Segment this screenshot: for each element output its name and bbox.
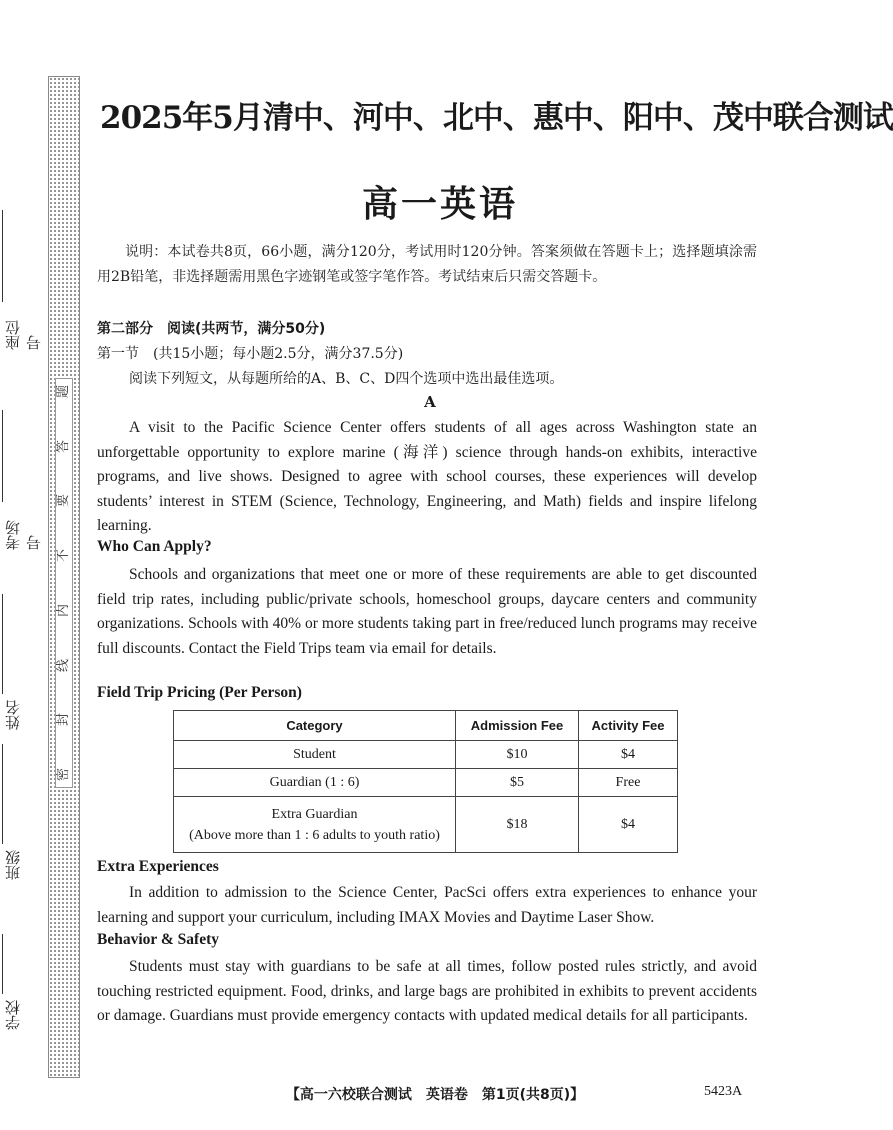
table-row xyxy=(174,741,678,769)
seal-char: 要 xyxy=(56,494,72,508)
seat-number-label: 座位号 xyxy=(4,320,43,350)
who-can-apply-text: Schools and organizations that meet one or more of these requirements are able to get discounted field trip rates, including public/private schools, homeschool groups, daycare centers and community organizations. Schools with 40% or more students taking part in free/reduced lunch programs may receive full discounts. Contact the Field Trips team via email for details. xyxy=(97,566,757,657)
category-name: Extra Guardian xyxy=(271,806,358,822)
class-field xyxy=(2,740,38,880)
extra-experiences-text: In addition to admission to the Science Center, PacSci offers extra experiences to enhance your learning and support your curriculum, including IMAX Movies and Daytime Laser Show. xyxy=(97,884,757,926)
seal-char: 内 xyxy=(56,603,72,617)
category-cell: Student xyxy=(174,741,456,769)
table-row xyxy=(174,769,678,797)
exam-instructions: 说明：本试卷共8页，66小题，满分120分，考试用时120分钟。答案须做在答题卡上；选择题填涂需用2B铅笔，非选择题需用黑色字迹钢笔或签字笔作答。考试结束后只需交答题卡。 xyxy=(97,244,757,285)
school-label: 学校 xyxy=(4,1000,22,1030)
exam-title: 2025年5月清中、河中、北中、惠中、阳中、茂中联合测试 xyxy=(100,100,893,136)
column-header: Admission Fee xyxy=(456,711,579,741)
seal-char: 封 xyxy=(56,713,72,727)
pricing-heading: Field Trip Pricing (Per Person) xyxy=(97,684,302,701)
seal-line-notice xyxy=(55,378,73,788)
admission-fee-cell: $10 xyxy=(456,741,579,769)
exam-room-label: 考场号 xyxy=(4,520,43,550)
activity-fee-cell: $4 xyxy=(579,741,678,769)
table-row xyxy=(174,797,678,853)
class-label: 班级 xyxy=(4,850,22,880)
paper-code: 5423A xyxy=(704,1084,743,1099)
section-title: 第一节 (共15小题；每小题2.5分，满分37.5分) xyxy=(97,346,404,362)
category-note: (Above more than 1 : 6 adults to youth ratio) xyxy=(189,827,440,843)
pricing-table xyxy=(173,710,678,853)
category-cell: Guardian (1 : 6) xyxy=(174,769,456,797)
passage-letter: A xyxy=(424,393,436,411)
column-header: Activity Fee xyxy=(579,711,678,741)
exam-room-field xyxy=(2,410,43,550)
seal-char: 线 xyxy=(56,658,72,672)
admission-fee-cell: $18 xyxy=(456,797,579,853)
passage-intro: A visit to the Pacific Science Center offers students of all ages across Washington state an unforgettable opportunity to explore marine (海洋) science through hands-on exhibits, interactive programs, and live shows. Designed to agree with school courses, these experiences will develop students’ interest in STEM (Science, Technology, Engineering, and Math) fields and inspire lifelong learning. xyxy=(97,419,757,534)
name-field xyxy=(2,590,38,730)
school-field xyxy=(2,890,38,1030)
student-info-margin xyxy=(0,0,46,1130)
admission-fee-cell: $5 xyxy=(456,769,579,797)
seal-char: 不 xyxy=(56,549,72,563)
category-cell xyxy=(174,797,456,853)
part-title: 第二部分 阅读(共两节，满分50分) xyxy=(97,321,326,337)
who-can-apply-heading: Who Can Apply? xyxy=(97,538,212,555)
name-label: 姓名 xyxy=(4,700,22,730)
column-header: Category xyxy=(174,711,456,741)
activity-fee-cell: Free xyxy=(579,769,678,797)
activity-fee-cell: $4 xyxy=(579,797,678,853)
seal-char: 题 xyxy=(56,384,72,399)
extra-experiences-heading: Extra Experiences xyxy=(97,858,219,875)
page-footer: 【高一六校联合测试 英语卷 第1页(共8页)】 xyxy=(285,1087,585,1103)
behavior-safety-heading: Behavior & Safety xyxy=(97,931,219,948)
table-header-row xyxy=(174,711,678,741)
seat-number-field xyxy=(2,210,43,350)
behavior-safety-text: Students must stay with guardians to be safe at all times, follow posted rules strictly, and avoid touching restricted equipment. Food, drinks, and large bags are prohibited in exhibits to prevent accidents or damage. Guardians must provide emergency contacts with updated medical details for all participants. xyxy=(97,958,757,1024)
section-direction: 阅读下列短文，从每题所给的A、B、C、D四个选项中选出最佳选项。 xyxy=(129,371,564,387)
seal-char: 答 xyxy=(56,439,72,453)
exam-subject: 高一英语 xyxy=(361,184,518,225)
seal-char: 密 xyxy=(56,767,72,781)
